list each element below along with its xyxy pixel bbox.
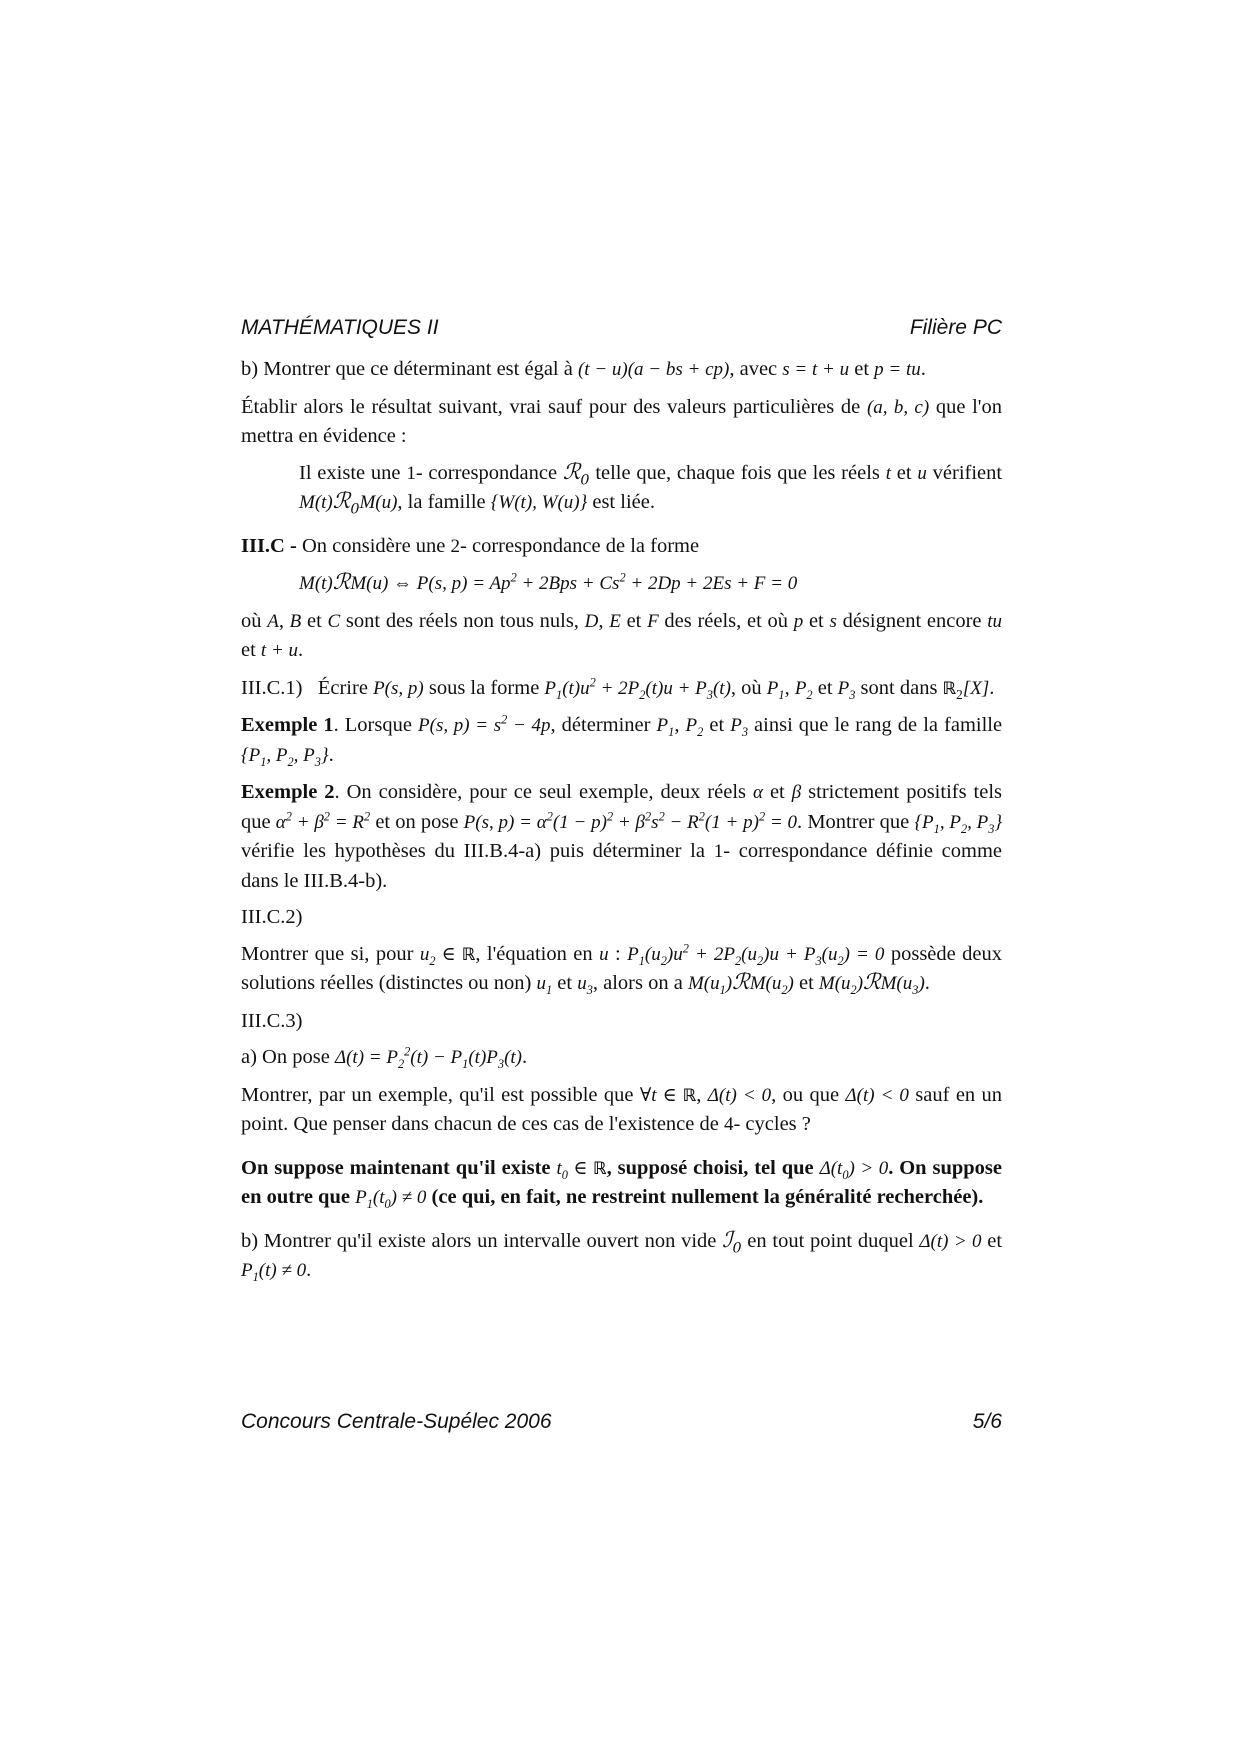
paragraph-exemple-2: Exemple 2. On considère, pour ce seul exemple, deux réels α et β strictement positifs tels que $\alpha^2 + \beta^2 = R^2$ et on pose P(s, $p) = \alpha^2(1 - p)^2 + \beta^2s^2 - R^2(1 + p)^2 = 0$. Montrer que {$P_1$, $P_2$, $P_3$} vérifie les hypothèses du III.B.4-a) puis déterminer la 1- correspondance définie comme dans le III.B.4-b). [241,781,1003,892]
footer-page-number: 5/6 [972,1410,1002,1433]
example-2-title: Exemple 2 [241,781,335,803]
section-label-iiic2: III.C.2) [241,906,303,928]
paragraph-iiic: III.C - On considère une 2- correspondance de la forme [241,534,700,557]
section-label-iiic1: III.C.1) [241,676,303,699]
paragraph-iiic3-montrer: Montrer, par un exemple, qu'il est possible que ∀t ∈ ℝ, Δ(t) < 0, ou que Δ(t) < 0 sauf en un point. Que penser dans chacun de ces cas de l'existence de 4- cycles ? [241,1083,1003,1135]
paragraph-bold-hypothesis: On suppose maintenant qu'il existe $t_0$ ∈ ℝ, supposé choisi, tel que $\Delta(t_0) > 0$. On suppose en outre que $P_1(t_0) \ne 0$ (ce qui, en fait, ne restreint nullement la généralité recherchée). [241,1156,1002,1211]
section-title-iiic: III.C - [241,534,297,557]
footer-contest: Concours Centrale-Supélec 2006 [241,1410,552,1433]
page-body [241,355,1002,1294]
paragraph-iiic2: Montrer que si, pour $u_2$ ∈ ℝ, l'équation en u : $P_1(u_2)u^2 + 2P_2(u_2)u + P_3(u_2) = 0$ possède deux solutions réelles (distinctes ou non) $u_1$ et $u_3$, alors on a $M(u_1)ℛM(u_2)$ et $M(u_2)ℛM(u_3)$. [241,941,1003,997]
paragraph-etablir: Établir alors le résultat suivant, vrai sauf pour des valeurs particulières de (a, b, c) que l'on mettra en évidence : [241,395,1002,447]
page-footer [241,1410,1002,1434]
section-label-iiic3: III.C.3) [241,1009,303,1032]
paragraph-ou: où A, B et C sont des réels non tous nuls, D, E et F des réels, et où p et s désignent encore tu et t + u. [241,609,1003,661]
header-subject: MATHÉMATIQUES II [241,316,439,339]
paragraph-b2: b) Montrer qu'il existe alors un intervalle ouvert non vide ℐ$_0$ en tout point duquel Δ(t) > 0 et $P_1(t) \ne 0$. [241,1227,1003,1284]
example-1-title: Exemple 1 [241,714,334,736]
header-track: Filière PC [909,316,1002,339]
paragraph-b1: b) Montrer que ce déterminant est égal à (t − u)(a − bs + cp), avec s = t + u et p = tu. [241,358,926,380]
page-header [241,316,1002,340]
equation-correspondance: M(t)ℛM(u) ⇔ P(s, $p) = Ap^2 + 2Bps + Cs^2 + 2Dp + 2Es + F = 0$ [299,570,798,595]
paragraph-exemple-1: Exemple 1. Lorsque P(s, $p) = s^2 - 4p$, déterminer $P_1$, $P_2$ et $P_3$ ainsi que le rang de la famille {$P_1$, $P_2$, $P_3$}. [241,712,1003,769]
paragraph-il-existe: Il existe une 1- correspondance ℛ$_0$ telle que, chaque fois que les réels t et u vérifient M(t)ℛ$_0$M(u), la famille {W(t), W(u)} est liée. [299,459,1003,518]
paragraph-iiic1: III.C.1) Écrire P(s, p) sous la forme $P_1(t)u^2 + 2P_2(t)u + P_3(t)$, où $P_1$, $P_2$ et $P_3$ sont dans ℝ$_2$[X]. [241,675,995,702]
paragraph-iiic3a: a) On pose $\Delta(t) = P_2^2(t) - P_1(t)P_3(t)$. [241,1044,528,1071]
